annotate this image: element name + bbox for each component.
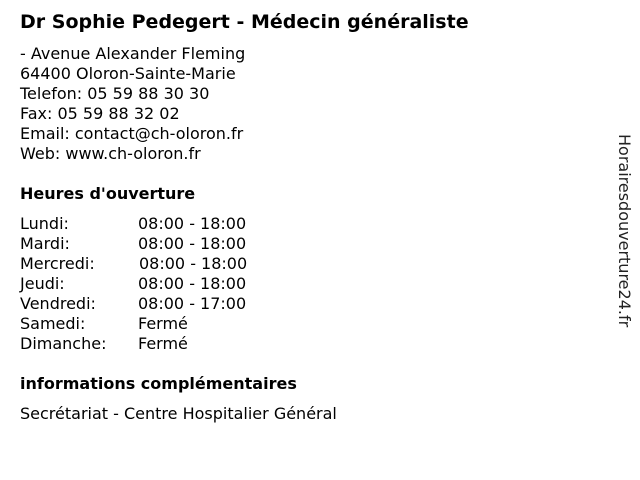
city-address: 64400 Oloron-Sainte-Marie <box>20 64 236 83</box>
hours-row-friday <box>20 294 320 314</box>
hours-value: 08:00 - 18:00 <box>138 274 247 293</box>
website: Web: www.ch-oloron.fr <box>20 144 201 163</box>
street-address: - Avenue Alexander Fleming <box>20 44 246 63</box>
fax-number: Fax: 05 59 88 32 02 <box>20 104 180 123</box>
day-label: Vendredi: <box>20 294 96 313</box>
day-label: Lundi: <box>20 214 69 233</box>
phone-number: Telefon: 05 59 88 30 30 <box>20 84 210 103</box>
hours-value: 08:00 - 18:00 <box>138 214 247 233</box>
day-label: Mercredi: <box>20 254 95 273</box>
hours-value: Fermé <box>138 334 188 353</box>
hours-row-wednesday <box>20 254 320 274</box>
info-heading: informations complémentaires <box>20 374 297 393</box>
page-title: Dr Sophie Pedegert - Médecin généraliste <box>20 11 469 33</box>
hours-row-monday <box>20 214 320 234</box>
hours-value: 08:00 - 17:00 <box>138 294 247 313</box>
day-label: Samedi: <box>20 314 86 333</box>
hours-row-thursday <box>20 274 320 294</box>
hours-value: 08:00 - 18:00 <box>138 234 247 253</box>
day-label: Jeudi: <box>20 274 65 293</box>
contact-block <box>20 44 245 164</box>
hours-table <box>20 214 320 354</box>
watermark <box>612 134 636 374</box>
hours-row-saturday <box>20 314 320 334</box>
hours-row-sunday <box>20 334 320 354</box>
day-label: Mardi: <box>20 234 70 253</box>
day-label: Dimanche: <box>20 334 107 353</box>
info-text: Secrétariat - Centre Hospitalier Général <box>20 404 337 423</box>
hours-row-tuesday <box>20 234 320 254</box>
hours-value: Fermé <box>138 314 188 333</box>
hours-heading: Heures d'ouverture <box>20 184 196 203</box>
email-address: Email: contact@ch-oloron.fr <box>20 124 244 143</box>
watermark-text: Horairesdouverture24.fr <box>615 134 634 328</box>
hours-value: 08:00 - 18:00 <box>139 254 248 273</box>
